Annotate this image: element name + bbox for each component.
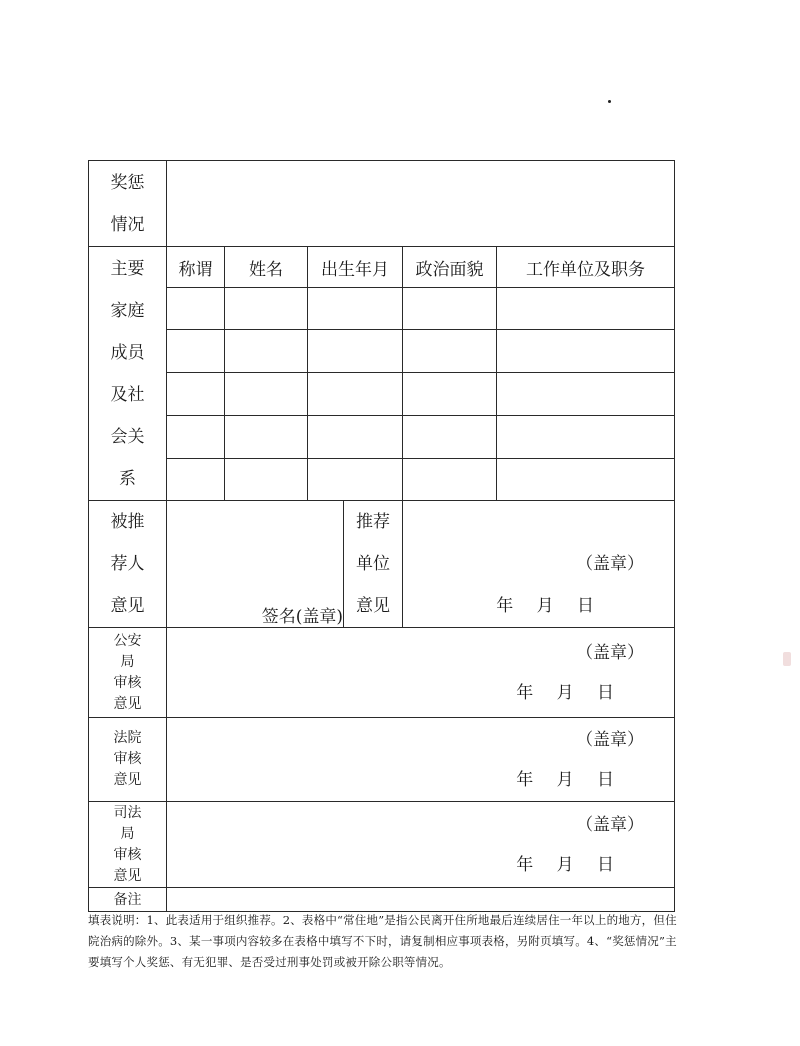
police-label: 公安 局 审核 意见: [89, 628, 167, 718]
cell-relation[interactable]: [167, 416, 225, 459]
court-label: 法院 审核 意见: [89, 718, 167, 802]
header-birth: 出生年月: [308, 247, 403, 288]
unit-label: 推荐 单位 意见: [344, 501, 403, 628]
cell-politics[interactable]: [403, 373, 497, 416]
table-row: [89, 373, 675, 416]
unit-stamp: （盖章）: [576, 554, 645, 574]
cell-name[interactable]: [225, 373, 308, 416]
header-name: 姓名: [225, 247, 308, 288]
recommendation-form: [88, 160, 675, 912]
justice-label: 司法 局 审核 意见: [89, 802, 167, 888]
unit-date: 年 月 日: [496, 596, 595, 616]
cell-relation[interactable]: [167, 288, 225, 330]
cell-relation[interactable]: [167, 330, 225, 373]
filling-instructions: 填表说明：1、此表适用于组织推荐。2、表格中“常住地”是指公民离开住所地最后连续居住一年以上的地方，但住院治病的除外。3、某一事项内容较多在表格中填写不下时，请复制相应事项表格，另附页填写。4、“奖惩情况”主要填写个人奖惩、有无犯罪、是否受过刑事处罚或被开除公职等情况。: [88, 913, 677, 969]
cell-birth[interactable]: [308, 459, 403, 501]
cell-birth[interactable]: [308, 373, 403, 416]
justice-stamp: （盖章）: [576, 814, 645, 835]
cell-name[interactable]: [225, 416, 308, 459]
cell-work[interactable]: [497, 330, 675, 373]
police-date: 年 月 日: [516, 682, 615, 703]
awards-label: 奖惩 情况: [89, 161, 167, 247]
table-row: [89, 330, 675, 373]
cell-name[interactable]: [225, 288, 308, 330]
cell-politics[interactable]: [403, 416, 497, 459]
cell-work[interactable]: [497, 288, 675, 330]
cell-name[interactable]: [225, 330, 308, 373]
nominee-sign: 签名(盖章): [261, 607, 343, 627]
cell-relation[interactable]: [167, 373, 225, 416]
table-row: [89, 416, 675, 459]
remarks-field[interactable]: [167, 888, 675, 912]
table-row: [89, 459, 675, 501]
red-smudge: [783, 652, 791, 666]
court-opinion-field[interactable]: [167, 718, 675, 802]
header-relation: 称谓: [167, 247, 225, 288]
cell-politics[interactable]: [403, 288, 497, 330]
header-politics: 政治面貌: [403, 247, 497, 288]
unit-opinion-field[interactable]: [403, 501, 675, 628]
police-opinion-field[interactable]: [167, 628, 675, 718]
cell-relation[interactable]: [167, 459, 225, 501]
court-stamp: （盖章）: [576, 729, 645, 750]
family-label: 主要 家庭 成员 及社 会关 系: [89, 247, 167, 501]
justice-opinion-field[interactable]: [167, 802, 675, 888]
cell-name[interactable]: [225, 459, 308, 501]
table-row: [89, 288, 675, 330]
nominee-label: 被推 荐人 意见: [89, 501, 167, 628]
cell-politics[interactable]: [403, 459, 497, 501]
remarks-label: 备注: [89, 888, 167, 912]
cell-birth[interactable]: [308, 288, 403, 330]
nominee-opinion-field[interactable]: [167, 501, 344, 628]
cell-politics[interactable]: [403, 330, 497, 373]
awards-field[interactable]: [167, 161, 675, 247]
cell-work[interactable]: [497, 416, 675, 459]
cell-birth[interactable]: [308, 416, 403, 459]
cell-work[interactable]: [497, 459, 675, 501]
police-stamp: （盖章）: [576, 642, 645, 663]
cell-birth[interactable]: [308, 330, 403, 373]
cell-work[interactable]: [497, 373, 675, 416]
header-work: 工作单位及职务: [497, 247, 675, 288]
justice-date: 年 月 日: [516, 854, 615, 875]
court-date: 年 月 日: [516, 769, 615, 790]
speck: [608, 100, 611, 103]
